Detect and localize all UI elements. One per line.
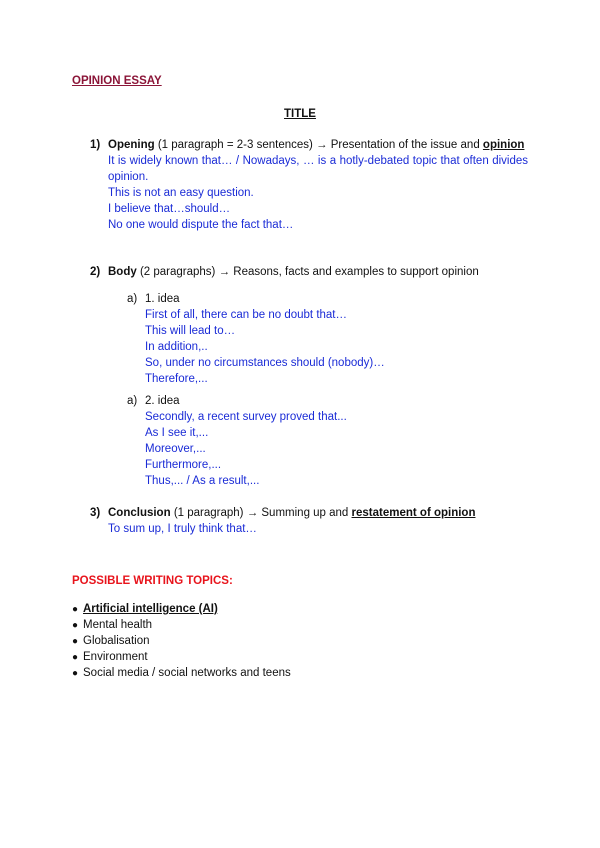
phrase-line: As I see it,... — [145, 427, 209, 439]
topic-label: Mental health — [83, 619, 153, 631]
phrase-line: Thus,... / As a result,... — [145, 475, 260, 487]
list-item — [72, 633, 291, 649]
bullet-icon: ● — [72, 604, 79, 615]
phrase-line: Therefore,... — [145, 373, 208, 385]
section-number: 2) — [90, 266, 101, 278]
section-heading — [108, 264, 528, 280]
section-emphasis: restatement of opinion — [351, 507, 476, 519]
section-label: Body — [108, 266, 137, 278]
list-item — [72, 617, 291, 633]
section-detail: (1 paragraph = 2-3 sentences) → Presentation of the issue and — [154, 139, 483, 151]
topics-list — [72, 601, 291, 681]
phrase-line: So, under no circumstances should (nobody)… — [145, 357, 385, 369]
phrase-line: This will lead to… — [145, 325, 236, 337]
subsection-letter: a) — [127, 293, 138, 305]
phrase-line: To sum up, I truly think that… — [108, 523, 257, 535]
topic-label: Globalisation — [83, 635, 150, 647]
section-heading — [108, 137, 528, 153]
section-detail: (2 paragraphs) → Reasons, facts and examples to support opinion — [136, 266, 479, 278]
phrase-line: First of all, there can be no doubt that… — [145, 309, 348, 321]
phrase-line: Secondly, a recent survey proved that... — [145, 411, 347, 423]
section-label: Opening — [108, 139, 155, 151]
phrase-line: In addition,.. — [145, 341, 208, 353]
list-item — [72, 601, 291, 617]
idea-label: 1. idea — [145, 293, 180, 305]
subsection-letter: a) — [127, 395, 138, 407]
bullet-icon: ● — [72, 668, 79, 679]
phrase-line: I believe that…should… — [108, 203, 231, 215]
section-label: Conclusion — [108, 507, 171, 519]
section-heading — [108, 505, 528, 521]
section-detail: (1 paragraph) → Summing up and — [170, 507, 352, 519]
phrase-line: This is not an easy question. — [108, 187, 254, 199]
phrase-line: No one would dispute the fact that… — [108, 219, 294, 231]
bullet-icon: ● — [72, 620, 79, 631]
essay-title: TITLE — [284, 108, 316, 120]
topic-label: Artificial intelligence (AI) — [83, 603, 218, 615]
idea-label: 2. idea — [145, 395, 180, 407]
phrase-line: Moreover,... — [145, 443, 206, 455]
list-item — [72, 665, 291, 681]
section-emphasis: opinion — [482, 139, 525, 151]
topic-label: Social media / social networks and teens — [83, 667, 291, 679]
bullet-icon: ● — [72, 636, 79, 647]
list-item — [72, 649, 291, 665]
section-number: 1) — [90, 139, 101, 151]
bullet-icon: ● — [72, 652, 79, 663]
phrase-line: It is widely known that… / Nowadays, … is a hotly-debated topic that often divides opinion. — [108, 155, 528, 183]
section-number: 3) — [90, 507, 101, 519]
document-heading: OPINION ESSAY — [72, 75, 162, 87]
topic-label: Environment — [83, 651, 148, 663]
phrase-line: Furthermore,... — [145, 459, 222, 471]
topics-heading: POSSIBLE WRITING TOPICS: — [72, 575, 233, 587]
